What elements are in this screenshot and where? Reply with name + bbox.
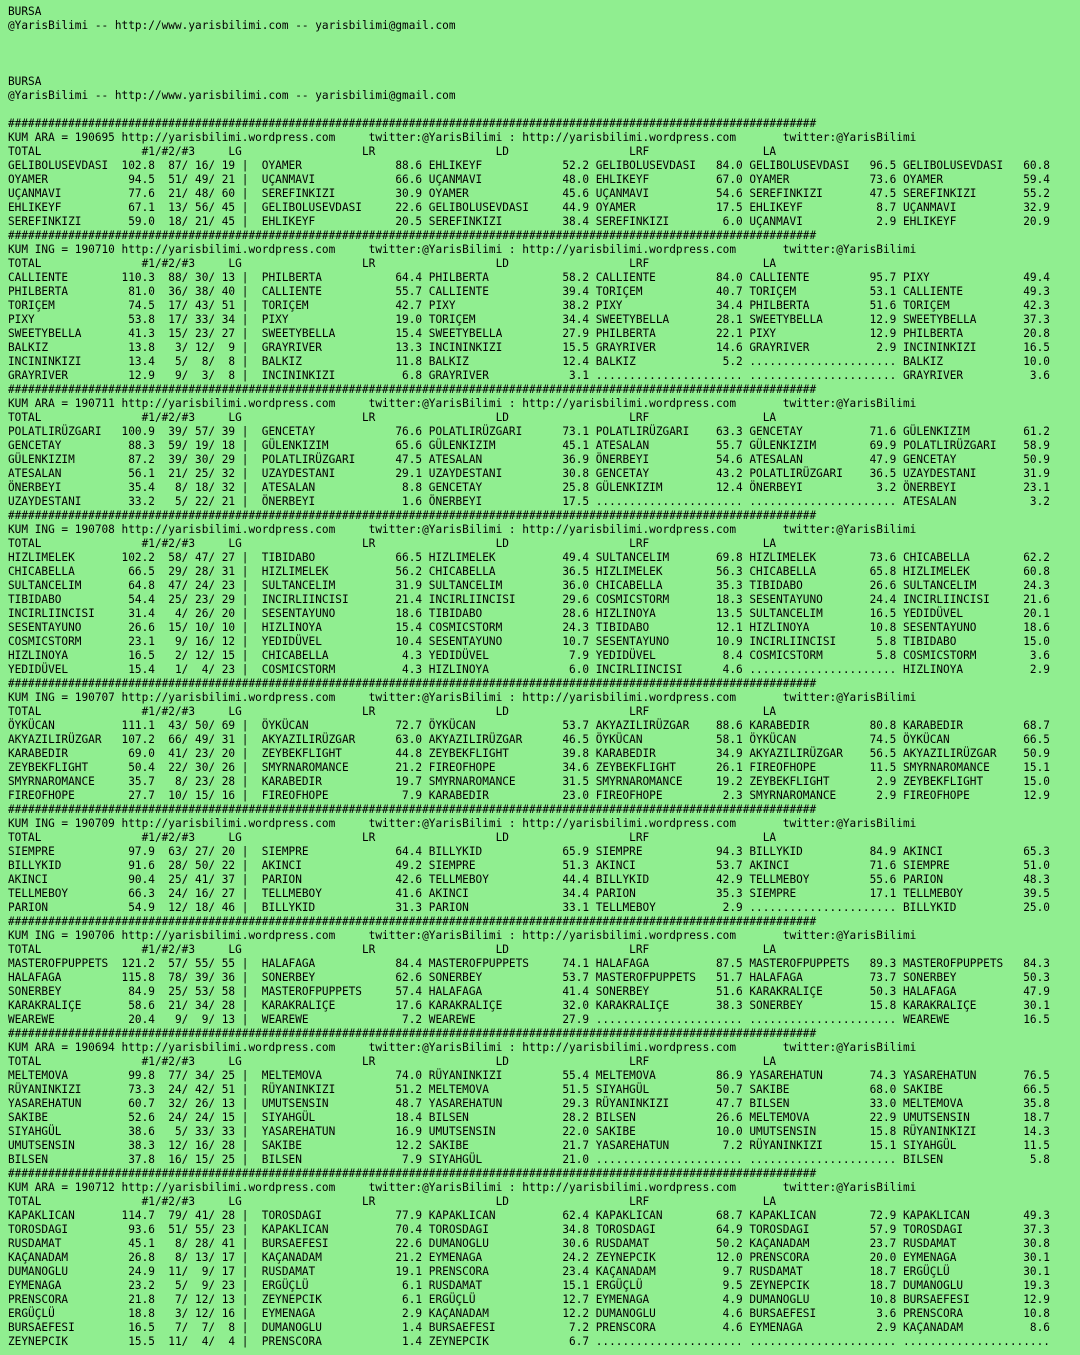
table-row: ZEYNEPCIK 15.5 11/ 4/ 4 | PRENSCORA 1.4 ZEYNEPCIK 6.7 ...................... ...................... ...................... <box>8 1335 1050 1348</box>
report-page <box>8 5 1074 1349</box>
table-row: EHLIKEYF 67.1 13/ 56/ 45 | GELIBOLUSEVDASI 22.6 GELIBOLUSEVDASI 44.9 OYAMER 17.5 EHLIKEYF 8.7 UÇANMAVI 32.9 <box>8 201 1050 214</box>
race-header-line: KUM ING = 190706 http://yarisbilimi.wordpress.com twitter:@YarisBilimi : http://yarisbilimi.wordpress.com twitter:@YarisBilimi <box>8 929 917 942</box>
table-row: CHICABELLA 66.5 29/ 28/ 31 | HIZLIMELEK 56.2 CHICABELLA 36.5 HIZLIMELEK 56.3 CHICABELLA 65.8 HIZLIMELEK 60.8 <box>8 565 1050 578</box>
table-row: KARAKRALIÇE 58.6 21/ 34/ 28 | KARAKRALIÇE 17.6 KARAKRALIÇE 32.0 KARAKRALIÇE 38.3 SONERBEY 15.8 KARAKRALIÇE 30.1 <box>8 999 1050 1012</box>
race-header-line: KUM ING = 190709 http://yarisbilimi.wordpress.com twitter:@YarisBilimi : http://yarisbilimi.wordpress.com twitter:@YarisBilimi <box>8 817 917 830</box>
table-row: TOROSDAGI 93.6 51/ 55/ 23 | KAPAKLICAN 70.4 TOROSDAGI 34.8 TOROSDAGI 64.9 TOROSDAGI 57.9 TOROSDAGI 37.3 <box>8 1223 1050 1236</box>
race-header-line: KUM ARA = 190711 http://yarisbilimi.wordpress.com twitter:@YarisBilimi : http://yarisbilimi.wordpress.com twitter:@YarisBilimi <box>8 397 917 410</box>
table-row: OYAMER 94.5 51/ 49/ 21 | UÇANMAVI 66.6 UÇANMAVI 48.0 EHLIKEYF 67.0 OYAMER 73.6 OYAMER 59.4 <box>8 173 1050 186</box>
table-row: GELIBOLUSEVDASI 102.8 87/ 16/ 19 | OYAMER 88.6 EHLIKEYF 52.2 GELIBOLUSEVDASI 84.0 GELIBOLUSEVDASI 96.5 GELIBOLUSEVDASI 60.8 <box>8 159 1050 172</box>
column-header-line: TOTAL #1/#2/#3 LG LR LD LRF LA <box>8 145 777 158</box>
table-row: SIEMPRE 97.9 63/ 27/ 20 | SIEMPRE 64.4 BILLYKID 65.9 SIEMPRE 94.3 BILLYKID 84.9 AKINCI 65.3 <box>8 845 1050 858</box>
column-header-line: TOTAL #1/#2/#3 LG LR LD LRF LA <box>8 943 777 956</box>
race-header-line: KUM ING = 190710 http://yarisbilimi.wordpress.com twitter:@YarisBilimi : http://yarisbilimi.wordpress.com twitter:@YarisBilimi <box>8 243 917 256</box>
table-row: POLATLIRÜZGARI 100.9 39/ 57/ 39 | GENCETAY 76.6 POLATLIRÜZGARI 73.1 POLATLIRÜZGARI 63.3 GENCETAY 71.6 GÜLENKIZIM 61.2 <box>8 425 1050 438</box>
table-row: DUMANOGLU 24.9 11/ 9/ 17 | RUSDAMAT 19.1 PRENSCORA 23.4 KAÇANADAM 9.7 RUSDAMAT 18.7 ERGÜÇLÜ 30.1 <box>8 1265 1050 1278</box>
table-row: TORIÇEM 74.5 17/ 43/ 51 | TORIÇEM 42.7 PIXY 38.2 PIXY 34.4 PHILBERTA 51.6 TORIÇEM 42.3 <box>8 299 1050 312</box>
table-row: HALAFAGA 115.8 78/ 39/ 36 | SONERBEY 62.6 SONERBEY 53.7 MASTEROFPUPPETS 51.7 HALAFAGA 73.7 SONERBEY 50.3 <box>8 971 1050 984</box>
table-row: BILLYKID 91.6 28/ 50/ 22 | AKINCI 49.2 SIEMPRE 51.3 AKINCI 53.7 AKINCI 71.6 SIEMPRE 51.0 <box>8 859 1050 872</box>
spacer <box>8 103 1074 117</box>
table-row: GRAYRIVER 12.9 9/ 3/ 8 | INCININKIZI 6.8 GRAYRIVER 3.1 ...................... ...................... GRAYRIVER 3.6 <box>8 369 1050 382</box>
column-header-line: TOTAL #1/#2/#3 LG LR LD LRF LA <box>8 831 777 844</box>
table-row: UMUTSENSIN 38.3 12/ 16/ 28 | SAKIBE 12.2 SAKIBE 21.7 YASAREHATUN 7.2 RÜYANINKIZI 15.1 SIYAHGÜL 11.5 <box>8 1139 1050 1152</box>
table-row: HIZLIMELEK 102.2 58/ 47/ 27 | TIBIDABO 66.5 HIZLIMELEK 49.4 SULTANCELIM 69.8 HIZLIMELEK 73.6 CHICABELLA 62.2 <box>8 551 1050 564</box>
table-row: RÜYANINKIZI 73.3 24/ 42/ 51 | RÜYANINKIZI 51.2 MELTEMOVA 51.5 SIYAHGÜL 50.7 SAKIBE 68.0 SAKIBE 66.5 <box>8 1083 1050 1096</box>
table-row: ZEYBEKFLIGHT 50.4 22/ 30/ 26 | SMYRNAROMANCE 21.2 FIREOFHOPE 34.6 ZEYBEKFLIGHT 26.1 FIREOFHOPE 11.5 SMYRNAROMANCE 15.1 <box>8 761 1050 774</box>
table-row: SIYAHGÜL 38.6 5/ 33/ 33 | YASAREHATUN 16.9 UMUTSENSIN 22.0 SAKIBE 10.0 UMUTSENSIN 15.8 RÜYANINKIZI 14.3 <box>8 1125 1050 1138</box>
table-row: GÜLENKIZIM 87.2 39/ 30/ 29 | POLATLIRÜZGARI 47.5 ATESALAN 36.9 ÖNERBEYI 54.6 ATESALAN 47.9 GENCETAY 50.9 <box>8 453 1050 466</box>
table-row: YEDIDÜVEL 15.4 1/ 4/ 23 | COSMICSTORM 4.3 HIZLINOYA 6.0 INCIRLIINCISI 4.6 ...................... HIZLINOYA 2.9 <box>8 663 1050 676</box>
separator-line: ######################################################################################################################### <box>8 1167 817 1180</box>
table-row: CALLIENTE 110.3 88/ 30/ 13 | PHILBERTA 64.4 PHILBERTA 58.2 CALLIENTE 84.0 CALLIENTE 95.7 PIXY 49.4 <box>8 271 1050 284</box>
separator-line: ######################################################################################################################### <box>8 229 817 242</box>
table-row: BURSAEFESI 16.5 7/ 7/ 8 | DUMANOGLU 1.4 BURSAEFESI 7.2 PRENSCORA 4.6 EYMENAGA 2.9 KAÇANADAM 8.6 <box>8 1321 1050 1334</box>
table-row: PRENSCORA 21.8 7/ 12/ 13 | ZEYNEPCIK 6.1 ERGÜÇLÜ 12.7 EYMENAGA 4.9 DUMANOGLU 10.8 BURSAEFESI 12.9 <box>8 1293 1050 1306</box>
table-row: GENCETAY 88.3 59/ 19/ 18 | GÜLENKIZIM 65.6 GÜLENKIZIM 45.1 ATESALAN 55.7 GÜLENKIZIM 69.9 POLATLIRÜZGARI 58.9 <box>8 439 1050 452</box>
separator-line: ######################################################################################################################### <box>8 1027 817 1040</box>
race-header-line: KUM ING = 190707 http://yarisbilimi.wordpress.com twitter:@YarisBilimi : http://yarisbilimi.wordpress.com twitter:@YarisBilimi <box>8 691 917 704</box>
table-row: KAPAKLICAN 114.7 79/ 41/ 28 | TOROSDAGI 77.9 KAPAKLICAN 62.4 KAPAKLICAN 68.7 KAPAKLICAN 72.9 KAPAKLICAN 49.3 <box>8 1209 1050 1222</box>
header-city-repeat: BURSA <box>8 75 42 88</box>
separator-line: ######################################################################################################################### <box>8 509 817 522</box>
table-row: UZAYDESTANI 33.2 5/ 22/ 21 | ÖNERBEYI 1.6 ÖNERBEYI 17.5 ...................... ...................... ATESALAN 3.2 <box>8 495 1050 508</box>
table-row: ÖNERBEYI 35.4 8/ 18/ 32 | ATESALAN 8.8 GENCETAY 25.8 GÜLENKIZIM 12.4 ÖNERBEYI 3.2 ÖNERBEYI 23.1 <box>8 481 1050 494</box>
table-row: BILSEN 37.8 16/ 15/ 25 | BILSEN 7.9 SIYAHGÜL 21.0 ...................... ...................... BILSEN 5.8 <box>8 1153 1050 1166</box>
separator-line: ######################################################################################################################### <box>8 677 817 690</box>
table-row: MELTEMOVA 99.8 77/ 34/ 25 | MELTEMOVA 74.0 RÜYANINKIZI 55.4 MELTEMOVA 86.9 YASAREHATUN 74.3 YASAREHATUN 76.5 <box>8 1069 1050 1082</box>
table-row: SWEETYBELLA 41.3 15/ 23/ 27 | SWEETYBELLA 15.4 SWEETYBELLA 27.9 PHILBERTA 22.1 PIXY 12.9 PHILBERTA 20.8 <box>8 327 1050 340</box>
column-header-line: TOTAL #1/#2/#3 LG LR LD LRF LA <box>8 537 777 550</box>
column-header-line: TOTAL #1/#2/#3 LG LR LD LRF LA <box>8 411 777 424</box>
table-row: SAKIBE 52.6 24/ 24/ 15 | SIYAHGÜL 18.4 BILSEN 28.2 BILSEN 26.6 MELTEMOVA 22.9 UMUTSENSIN 18.7 <box>8 1111 1050 1124</box>
race-report-body <box>8 117 1074 1349</box>
table-row: BALKIZ 13.8 3/ 12/ 9 | GRAYRIVER 13.3 INCININKIZI 15.5 GRAYRIVER 14.6 GRAYRIVER 2.9 INCININKIZI 16.5 <box>8 341 1050 354</box>
table-row: AKYAZILIRÜZGAR 107.2 66/ 49/ 31 | AKYAZILIRÜZGAR 63.0 AKYAZILIRÜZGAR 46.5 ÖYKÜCAN 58.1 ÖYKÜCAN 74.5 ÖYKÜCAN 66.5 <box>8 733 1050 746</box>
table-row: SONERBEY 84.9 25/ 53/ 58 | MASTEROFPUPPETS 57.4 HALAFAGA 41.4 SONERBEY 51.6 KARAKRALIÇE 50.3 HALAFAGA 47.9 <box>8 985 1050 998</box>
table-row: EYMENAGA 23.2 5/ 9/ 23 | ERGÜÇLÜ 6.1 RUSDAMAT 15.1 ERGÜÇLÜ 9.5 ZEYNEPCIK 18.7 DUMANOGLU 19.3 <box>8 1279 1050 1292</box>
spacer <box>8 33 1074 75</box>
table-row: TIBIDABO 54.4 25/ 23/ 29 | INCIRLIINCISI 21.4 INCIRLIINCISI 29.6 COSMICSTORM 18.3 SESENTAYUNO 24.4 INCIRLIINCISI 21.6 <box>8 593 1050 606</box>
table-row: SESENTAYUNO 26.6 15/ 10/ 10 | HIZLINOYA 15.4 COSMICSTORM 24.3 TIBIDABO 12.1 HIZLINOYA 10.8 SESENTAYUNO 18.6 <box>8 621 1050 634</box>
column-header-line: TOTAL #1/#2/#3 LG LR LD LRF LA <box>8 1055 777 1068</box>
header-city: BURSA <box>8 5 42 18</box>
separator-line: ######################################################################################################################### <box>8 117 817 130</box>
race-header-line: KUM ARA = 190712 http://yarisbilimi.wordpress.com twitter:@YarisBilimi : http://yarisbilimi.wordpress.com twitter:@YarisBilimi <box>8 1181 917 1194</box>
table-row: INCIRLIINCISI 31.4 4/ 26/ 20 | SESENTAYUNO 18.6 TIBIDABO 28.6 HIZLINOYA 13.5 SULTANCELIM 16.5 YEDIDÜVEL 20.1 <box>8 607 1050 620</box>
table-row: FIREOFHOPE 27.7 10/ 15/ 16 | FIREOFHOPE 7.9 KARABEDIR 23.0 FIREOFHOPE 2.3 SMYRNAROMANCE 2.9 FIREOFHOPE 12.9 <box>8 789 1050 802</box>
race-header-line: KUM ARA = 190695 http://yarisbilimi.wordpress.com twitter:@YarisBilimi : http://yarisbilimi.wordpress.com twitter:@YarisBilimi <box>8 131 917 144</box>
header-contact-repeat: @YarisBilimi -- http://www.yarisbilimi.com -- yarisbilimi@gmail.com <box>8 89 456 102</box>
race-header-line: KUM ING = 190708 http://yarisbilimi.wordpress.com twitter:@YarisBilimi : http://yarisbilimi.wordpress.com twitter:@YarisBilimi <box>8 523 917 536</box>
table-row: HIZLINOYA 16.5 2/ 12/ 15 | CHICABELLA 4.3 YEDIDÜVEL 7.9 YEDIDÜVEL 8.4 COSMICSTORM 5.8 COSMICSTORM 3.6 <box>8 649 1050 662</box>
table-row: YASAREHATUN 60.7 32/ 26/ 13 | UMUTSENSIN 48.7 YASAREHATUN 29.3 RÜYANINKIZI 47.7 BILSEN 33.0 MELTEMOVA 35.8 <box>8 1097 1050 1110</box>
separator-line: ######################################################################################################################### <box>8 383 817 396</box>
table-row: PIXY 53.8 17/ 33/ 34 | PIXY 19.0 TORIÇEM 34.4 SWEETYBELLA 28.1 SWEETYBELLA 12.9 SWEETYBELLA 37.3 <box>8 313 1050 326</box>
table-row: SULTANCELIM 64.8 47/ 24/ 23 | SULTANCELIM 31.9 SULTANCELIM 36.0 CHICABELLA 35.3 TIBIDABO 26.6 SULTANCELIM 24.3 <box>8 579 1050 592</box>
table-row: KARABEDIR 69.0 41/ 23/ 20 | ZEYBEKFLIGHT 44.8 ZEYBEKFLIGHT 39.8 KARABEDIR 34.9 AKYAZILIRÜZGAR 56.5 AKYAZILIRÜZGAR 50.9 <box>8 747 1050 760</box>
table-row: AKINCI 90.4 25/ 41/ 37 | PARION 42.6 TELLMEBOY 44.4 BILLYKID 42.9 TELLMEBOY 55.6 PARION 48.3 <box>8 873 1050 886</box>
table-row: PARION 54.9 12/ 18/ 46 | BILLYKID 31.3 PARION 33.1 TELLMEBOY 2.9 ...................... BILLYKID 25.0 <box>8 901 1050 914</box>
table-row: WEAREWE 20.4 9/ 9/ 13 | WEAREWE 7.2 WEAREWE 27.9 ...................... ...................... WEAREWE 16.5 <box>8 1013 1050 1026</box>
table-row: PHILBERTA 81.0 36/ 38/ 40 | CALLIENTE 55.7 CALLIENTE 39.4 TORIÇEM 40.7 TORIÇEM 53.1 CALLIENTE 49.3 <box>8 285 1050 298</box>
table-row: INCININKIZI 13.4 5/ 8/ 8 | BALKIZ 11.8 BALKIZ 12.4 BALKIZ 5.2 ...................... BALKIZ 10.0 <box>8 355 1050 368</box>
table-row: KAÇANADAM 26.8 8/ 13/ 17 | KAÇANADAM 21.2 EYMENAGA 24.2 ZEYNEPCIK 12.0 PRENSCORA 20.0 EYMENAGA 30.1 <box>8 1251 1050 1264</box>
table-row: RUSDAMAT 45.1 8/ 28/ 41 | BURSAEFESI 22.6 DUMANOGLU 30.6 RUSDAMAT 50.2 KAÇANADAM 23.7 RUSDAMAT 30.8 <box>8 1237 1050 1250</box>
separator-line: ######################################################################################################################### <box>8 803 817 816</box>
race-header-line: KUM ARA = 190694 http://yarisbilimi.wordpress.com twitter:@YarisBilimi : http://yarisbilimi.wordpress.com twitter:@YarisBilimi <box>8 1041 917 1054</box>
table-row: SEREFINKIZI 59.0 18/ 21/ 45 | EHLIKEYF 20.5 SEREFINKIZI 38.4 SEREFINKIZI 6.0 UÇANMAVI 2.9 EHLIKEYF 20.9 <box>8 215 1050 228</box>
table-row: ATESALAN 56.1 21/ 25/ 32 | UZAYDESTANI 29.1 UZAYDESTANI 30.8 GENCETAY 43.2 POLATLIRÜZGARI 36.5 UZAYDESTANI 31.9 <box>8 467 1050 480</box>
table-row: COSMICSTORM 23.1 9/ 16/ 12 | YEDIDÜVEL 10.4 SESENTAYUNO 10.7 SESENTAYUNO 10.9 INCIRLIINCISI 5.8 TIBIDABO 15.0 <box>8 635 1050 648</box>
table-row: UÇANMAVI 77.6 21/ 48/ 60 | SEREFINKIZI 30.9 OYAMER 45.6 UÇANMAVI 54.6 SEREFINKIZI 47.5 SEREFINKIZI 55.2 <box>8 187 1050 200</box>
table-row: ÖYKÜCAN 111.1 43/ 50/ 69 | ÖYKÜCAN 72.7 ÖYKÜCAN 53.7 AKYAZILIRÜZGAR 88.6 KARABEDIR 80.8 KARABEDIR 68.7 <box>8 719 1050 732</box>
column-header-line: TOTAL #1/#2/#3 LG LR LD LRF LA <box>8 705 777 718</box>
table-row: SMYRNAROMANCE 35.7 8/ 23/ 28 | KARABEDIR 19.7 SMYRNAROMANCE 31.5 SMYRNAROMANCE 19.2 ZEYBEKFLIGHT 2.9 ZEYBEKFLIGHT 15.0 <box>8 775 1050 788</box>
column-header-line: TOTAL #1/#2/#3 LG LR LD LRF LA <box>8 257 777 270</box>
column-header-line: TOTAL #1/#2/#3 LG LR LD LRF LA <box>8 1195 777 1208</box>
table-row: TELLMEBOY 66.3 24/ 16/ 27 | TELLMEBOY 41.6 AKINCI 34.4 PARION 35.3 SIEMPRE 17.1 TELLMEBOY 39.5 <box>8 887 1050 900</box>
table-row: ERGÜÇLÜ 18.8 3/ 12/ 16 | EYMENAGA 2.9 KAÇANADAM 12.2 DUMANOGLU 4.6 BURSAEFESI 3.6 PRENSCORA 10.8 <box>8 1307 1050 1320</box>
table-row: MASTEROFPUPPETS 121.2 57/ 55/ 55 | HALAFAGA 84.4 MASTEROFPUPPETS 74.1 HALAFAGA 87.5 MASTEROFPUPPETS 89.3 MASTEROFPUPPETS 84.3 <box>8 957 1050 970</box>
separator-line: ######################################################################################################################### <box>8 915 817 928</box>
header-contact: @YarisBilimi -- http://www.yarisbilimi.com -- yarisbilimi@gmail.com <box>8 19 456 32</box>
